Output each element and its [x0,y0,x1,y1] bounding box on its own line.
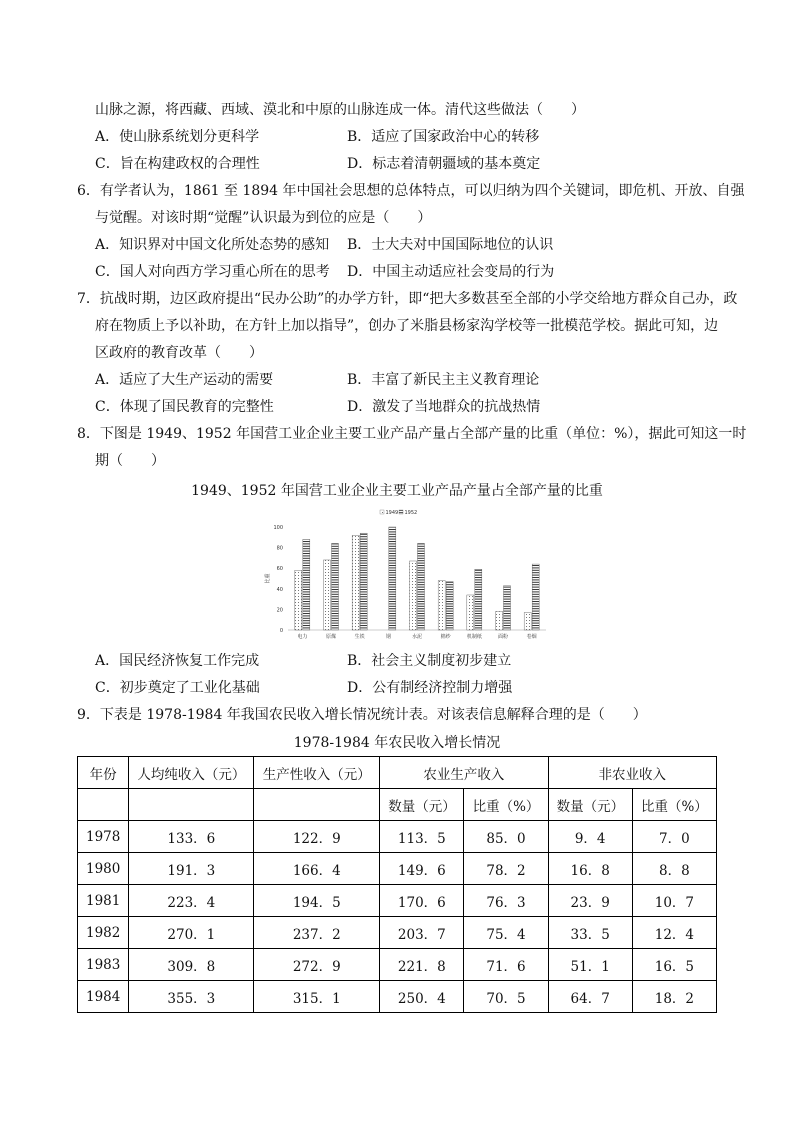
cell-productive: 194．5 [254,885,380,917]
bar-1952-卷烟 [532,564,539,630]
q8-option-c[interactable]: C．初步奠定了工业化基础 [95,680,260,696]
subheader-nonagri-amount: 数量（元） [548,789,632,821]
cell-per-capita: 355．3 [129,981,254,1013]
q8-option-d[interactable]: D．公有制经济控制力增强 [347,680,513,696]
cell-year: 1978 [78,821,129,853]
cell-nonagri-amount: 16．8 [548,853,632,885]
cell-per-capita: 191．3 [129,853,254,885]
y-tick-label: 20 [276,607,283,614]
subheader-nonagri-ratio: 比重（%） [632,789,716,821]
cell-nonagri-ratio: 7．0 [632,821,716,853]
cell-year: 1983 [78,949,129,981]
bar-1952-面粉 [504,586,511,630]
q5-option-c[interactable]: C．旨在构建政权的合理性 [95,156,260,172]
q7-stem-line-2: 府在物质上予以补助，在方针上加以指导”，创办了米脂县杨家沟学校等一批模范学校。据此可知，边 [95,318,719,334]
subheader-agri-ratio: 比重（%） [464,789,548,821]
q7-option-b[interactable]: B．丰富了新民主主义教育理论 [347,372,540,388]
cell-per-capita: 309．8 [129,949,254,981]
q7-stem-line-3: 区政府的教育改革（ ） [95,345,263,361]
table-row [78,885,717,917]
q6-option-c[interactable]: C．国人对向西方学习重心所在的思考 [95,264,330,280]
cell-nonagri-ratio: 18．2 [632,981,716,1013]
cell-productive: 166．4 [254,853,380,885]
table-row [78,917,717,949]
cell-agri-ratio: 78．2 [464,853,548,885]
header-agri: 农业生产收入 [380,757,548,789]
x-tick-label: 原煤 [325,634,337,640]
table-subheader-row [78,789,717,821]
legend-swatch-1952 [399,510,403,514]
legend-swatch-1949 [380,510,384,514]
cell-year: 1982 [78,917,129,949]
table-header-row [78,757,717,789]
q5-option-d[interactable]: D．标志着清朝疆域的基本奠定 [347,156,541,172]
table-title: 1978-1984 年农民收入增长情况 [293,735,501,751]
header-productive: 生产性收入（元） [254,757,380,789]
cell-agri-ratio: 75．4 [464,917,548,949]
q8-stem-line-1: 8．下图是 1949、1952 年国营工业企业主要工业产品产量占全部产量的比重（单位：%），据此可知这一时 [77,426,747,442]
y-tick-label: 40 [276,586,283,593]
cell-nonagri-ratio: 10．7 [632,885,716,917]
cell-agri-amount: 203．7 [380,917,464,949]
cell-agri-ratio: 70．5 [464,981,548,1013]
cell-nonagri-amount: 33．5 [548,917,632,949]
q7-option-c[interactable]: C．体现了国民教育的完整性 [95,399,274,415]
bar-1949-电力 [295,570,302,630]
y-tick-label: 80 [276,545,283,552]
bar-1952-电力 [303,539,310,630]
cell-per-capita: 223．4 [129,885,254,917]
x-tick-label: 机制纸 [466,634,482,640]
cell-agri-amount: 221．8 [380,949,464,981]
cell-agri-amount: 170．6 [380,885,464,917]
cell-agri-ratio: 85．0 [464,821,548,853]
q6-stem-line-1: 6．有学者认为，1861 至 1894 年中国社会思想的总体特点，可以归纳为四个关键词，即危机、开放、自强 [77,183,745,199]
table-row [78,981,717,1013]
bar-1952-原煤 [332,543,339,630]
cell-productive: 237．2 [254,917,380,949]
bar-1949-原煤 [324,560,331,630]
cell-agri-ratio: 76．3 [464,885,548,917]
q7-option-d[interactable]: D．激发了当地群众的抗战热情 [347,399,541,415]
cell-productive: 315．1 [254,981,380,1013]
y-tick-label: 60 [276,566,283,573]
bar-1949-水泥 [410,561,417,630]
cell-agri-amount: 113．5 [380,821,464,853]
bar-1952-棉纱 [446,582,453,630]
x-tick-label: 钢 [385,634,391,640]
table-row [78,853,717,885]
bar-1952-钢 [389,527,396,630]
y-tick-label: 0 [279,628,283,634]
bar-1952-水泥 [418,543,425,630]
subheader-empty [78,789,129,821]
bar-1949-面粉 [496,611,503,630]
y-axis-label: 比重 [265,573,271,584]
legend-label-1952: 1952 [404,509,418,516]
cell-year: 1980 [78,853,129,885]
header-year: 年份 [78,757,129,789]
subheader-agri-amount: 数量（元） [380,789,464,821]
x-tick-label: 面粉 [497,634,509,640]
q7-stem-line-1: 7．抗战时期，边区政府提出“民办公助”的办学方针，即“把大多数甚至全部的小学交给地方群众自己办，政 [77,291,738,307]
cell-year: 1984 [78,981,129,1013]
table-row [78,949,717,981]
cell-per-capita: 133．6 [129,821,254,853]
bar-1952-生铁 [360,533,367,630]
q9-stem: 9．下表是 1978-1984 年我国农民收入增长情况统计表。对该表信息解释合理的是（ ） [77,707,647,723]
q5-stem-continuation: 山脉之源，将西藏、西域、漠北和中原的山脉连成一体。清代这些做法（ ） [95,102,585,118]
q6-option-a[interactable]: A．知识界对中国文化所处态势的感知 [95,237,330,253]
bar-1949-机制纸 [467,595,474,630]
cell-year: 1981 [78,885,129,917]
cell-agri-amount: 149．6 [380,853,464,885]
x-tick-label: 电力 [297,634,308,640]
cell-nonagri-ratio: 8．8 [632,853,716,885]
x-tick-label: 生铁 [354,634,365,640]
cell-nonagri-amount: 23．9 [548,885,632,917]
cell-productive: 272．9 [254,949,380,981]
cell-agri-ratio: 71．6 [464,949,548,981]
x-tick-label: 棉纱 [440,634,451,640]
y-tick-label: 100 [273,525,283,531]
cell-nonagri-amount: 9．4 [548,821,632,853]
legend-label-1949: 1949 [385,509,399,516]
header-nonagri: 非农业收入 [548,757,716,789]
q8-option-a[interactable]: A．国民经济恢复工作完成 [95,653,260,669]
x-tick-label: 水泥 [411,634,423,640]
table-row [78,821,717,853]
q5-option-b[interactable]: B．适应了国家政治中心的转移 [347,129,540,145]
q6-option-b[interactable]: B．士大夫对中国国际地位的认识 [347,237,554,253]
cell-per-capita: 270．1 [129,917,254,949]
q6-option-d[interactable]: D．中国主动适应社会变局的行为 [347,264,555,280]
cell-nonagri-amount: 51．1 [548,949,632,981]
chart-title: 1949、1952 年国营工业企业主要工业产品产量占全部产量的比重 [191,483,603,499]
bar-1949-棉纱 [438,581,445,630]
income-table [77,756,717,1013]
subheader-empty [254,789,380,821]
bar-chart [258,505,548,645]
q7-option-a[interactable]: A．适应了大生产运动的需要 [95,372,274,388]
cell-nonagri-ratio: 16．5 [632,949,716,981]
q6-stem-line-2: 与觉醒。对该时期“觉醒”认识最为到位的应是（ ） [95,210,432,226]
q5-option-a[interactable]: A．使山脉系统划分更科学 [95,129,260,145]
bar-1949-卷烟 [524,612,531,630]
q8-option-b[interactable]: B．社会主义制度初步建立 [347,653,512,669]
cell-agri-amount: 250．4 [380,981,464,1013]
bar-1952-机制纸 [475,569,482,630]
subheader-empty [129,789,254,821]
header-per-capita: 人均纯收入（元） [129,757,254,789]
cell-nonagri-amount: 64．7 [548,981,632,1013]
cell-nonagri-ratio: 12．4 [632,917,716,949]
x-tick-label: 卷烟 [526,634,537,640]
bar-1949-生铁 [352,535,359,630]
cell-productive: 122．9 [254,821,380,853]
q8-stem-line-2: 期（ ） [95,453,165,469]
